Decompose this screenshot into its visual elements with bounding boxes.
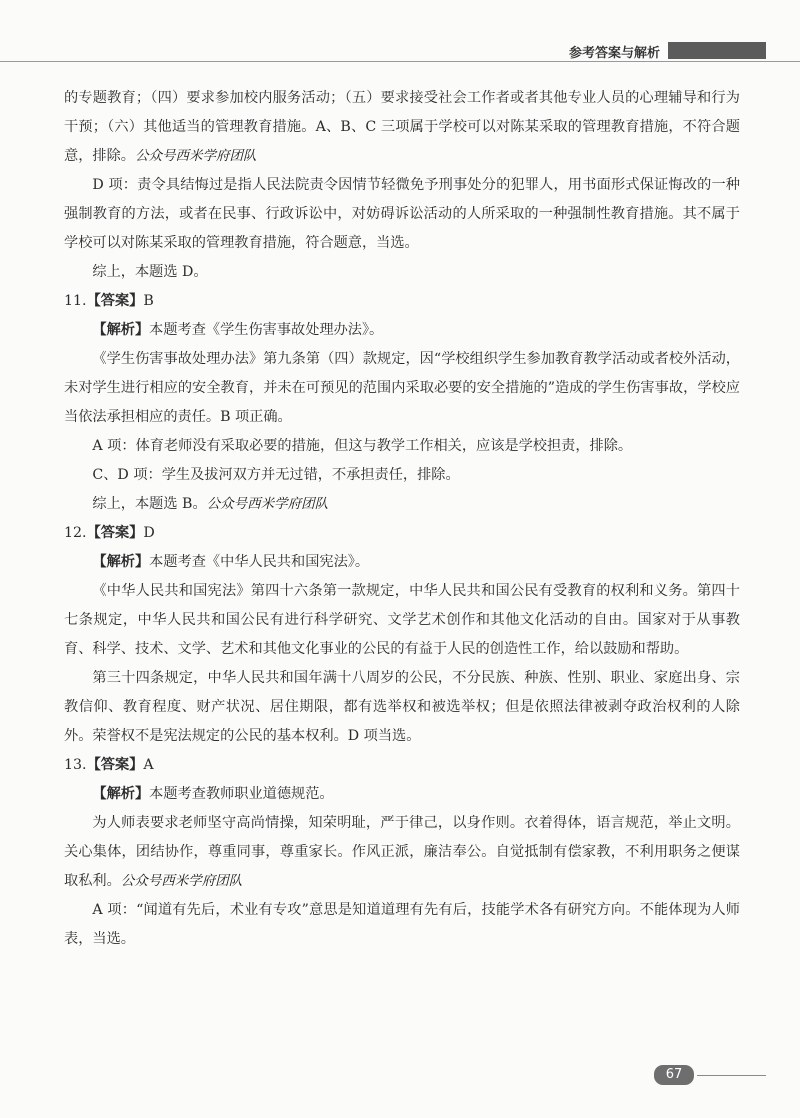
paragraph: A 项：体育老师没有采取必要的措施，但这与教学工作相关，应该是学校担责，排除。 (92, 438, 633, 454)
watermark: 公众号西米学府团队 (206, 496, 329, 512)
paragraph: 《中华人民共和国宪法》第四十六条第一款规定，中华人民共和国公民有受教育的权利和义务。第四十七条规定，中华人民共和国公民有进行科学研究、文学艺术创作和其他文化活动的自由。国家对于从事教育、科学、技术、文学、艺术和其他文化事业的公民的有益于人民的创造性工作，给以鼓励和帮助。 (64, 583, 740, 657)
section-title: 参考答案与解析 (563, 42, 666, 61)
question-12-answer: 12.【答案】D (64, 525, 155, 541)
question-12-analysis: 【解析】本题考查《中华人民共和国宪法》。 (92, 554, 370, 570)
page-footer (0, 1065, 800, 1085)
paragraph: C、D 项：学生及拔河双方并无过错，不承担责任，排除。 (92, 467, 460, 483)
watermark: 公众号西米学府团队 (134, 148, 257, 164)
paragraph: 综上，本题选 D。 (92, 264, 208, 280)
question-13-analysis: 【解析】本题考查教师职业道德规范。 (92, 786, 334, 802)
paragraph: A 项：“闻道有先后，术业有专攻”意思是知道道理有先有后，技能学术各有研究方向。不能体现为人师表，当选。 (64, 902, 740, 947)
question-11-answer: 11.【答案】B (64, 293, 154, 309)
paragraph: 的专题教育；（四）要求参加校内服务活动；（五）要求接受社会工作者或者其他专业人员的心理辅导和行为干预；（六）其他适当的管理教育措施。A、B、C 三项属于学校可以对陈某采取的管理教育措施，不符合题意，排除。公众号西米学府团队 (64, 90, 740, 164)
running-header (0, 40, 800, 64)
paragraph: 为人师表要求老师坚守高尚情操，知荣明耻，严于律己，以身作则。衣着得体，语言规范，举止文明。关心集体，团结协作，尊重同事，尊重家长。作风正派，廉洁奉公。自觉抵制有偿家教，不利用职务之便谋取私利。公众号西米学府团队 (64, 815, 740, 889)
page-number: 67 (654, 1065, 694, 1085)
watermark: 公众号西米学府团队 (120, 873, 243, 889)
header-rule (0, 61, 800, 62)
question-13-answer: 13.【答案】A (64, 757, 154, 773)
page-body (64, 84, 740, 954)
footer-rule (697, 1075, 766, 1076)
paragraph: D 项：责令具结悔过是指人民法院责令因情节轻微免予刑事处分的犯罪人，用书面形式保证悔改的一种强制教育的方法，或者在民事、行政诉讼中，对妨碍诉讼活动的人所采取的一种强制性教育措施。其不属于学校可以对陈某采取的管理教育措施，符合题意，当选。 (64, 177, 740, 251)
paragraph: 综上，本题选 B。公众号西米学府团队 (92, 496, 329, 512)
paragraph: 第三十四条规定，中华人民共和国年满十八周岁的公民，不分民族、种族、性别、职业、家庭出身、宗教信仰、教育程度、财产状况、居住期限，都有选举权和被选举权；但是依照法律被剥夺政治权利的人除外。荣誉权不是宪法规定的公民的基本权利。D 项当选。 (64, 670, 740, 744)
paragraph: 《学生伤害事故处理办法》第九条第（四）款规定，因“学校组织学生参加教育教学活动或者校外活动，未对学生进行相应的安全教育，并未在可预见的范围内采取必要的安全措施的”造成的学生伤害事故，学校应当依法承担相应的责任。B 项正确。 (64, 351, 740, 425)
question-11-analysis: 【解析】本题考查《学生伤害事故处理办法》。 (92, 322, 384, 338)
header-bar (668, 42, 766, 59)
